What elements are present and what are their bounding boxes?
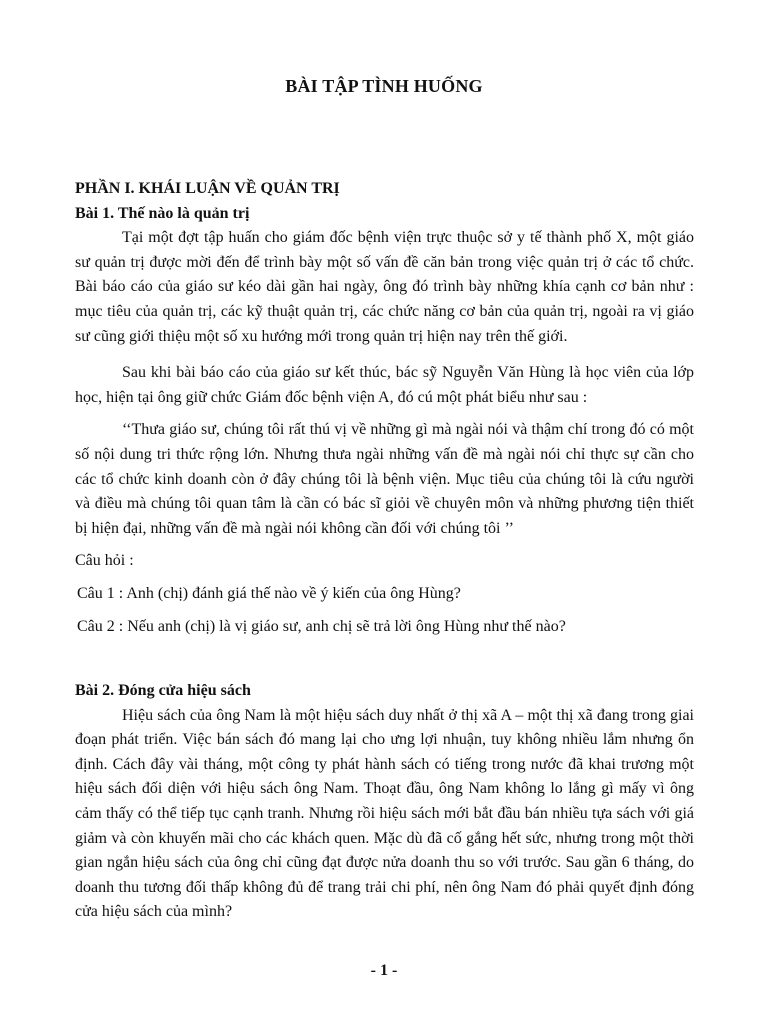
document-title: BÀI TẬP TÌNH HUỐNG [285,76,483,96]
exercise-2-heading: Bài 2. Đóng cửa hiệu sách [75,682,251,700]
exercise-1-quote: ‘‘Thưa giáo sư, chúng tôi rất thú vị về những gì mà ngài nói và thậm chí trong đó có một số nội dung tri thức rộng lớn. Nhưng thưa ngài những vấn đề mà ngài nói chỉ thực sự cần cho các tổ chức kinh doanh còn ở đây chúng tôi là bệnh viện. Mục tiêu của chúng tôi là cứu người và điều mà chúng tôi quan tâm là cần có bác sĩ giỏi về chuyên môn và những phương tiện thiết bị hiện đại, những vấn đề mà ngài nói không cần đối với chúng tôi ’’ [75,421,694,537]
exercise-2-paragraph: Hiệu sách của ông Nam là một hiệu sách duy nhất ở thị xã A – một thị xã đang trong giai đoạn phát triển. Việc bán sách đó mang lại cho ưng lợi nhuận, tuy không nhiều lắm nhưng ổn định. Cách đây vài tháng, một công ty phát hành sách có tiếng trong nước đã khai trương một hiệu sách đối diện với hiệu sách ông Nam. Thoạt đầu, ông Nam không lo lắng gì mấy vì ông cảm thấy có thể tiếp tục cạnh tranh. Nhưng rồi hiệu sách mới bắt đầu bán nhiều tựa sách với giá giảm và còn khuyến mãi cho các khách quen. Mặc dù đã cố gắng hết sức, nhưng trong một thời gian ngắn hiệu sách của ông chỉ cũng đạt được nửa doanh thu so với trước. Sau gần 6 tháng, do doanh thu tương đối thấp không đủ để trang trải chi phí, nên ông Nam đó phải quyết định đóng cửa hiệu sách của mình? [75,706,694,921]
part-heading: PHẦN I. KHÁI LUẬN VỀ QUẢN TRỊ [75,180,340,197]
question-2: Câu 2 : Nếu anh (chị) là vị giáo sư, anh chị sẽ trả lời ông Hùng như thế nào? [77,617,566,635]
question-1: Câu 1 : Anh (chị) đánh giá thế nào về ý kiến của ông Hùng? [77,584,461,602]
exercise-1-paragraph-2: Sau khi bài báo cáo của giáo sư kết thúc, bác sỹ Nguyễn Văn Hùng là học viên của lớp học, hiện tại ông giữ chức Giám đốc bệnh viện A, đó cú một phát biểu như sau : [75,364,694,406]
exercise-2 [75,679,694,925]
page-number: - 1 - [370,962,398,979]
exercise-1-heading: Bài 1. Thế nào là quản trị [75,204,250,222]
exercise-1 [75,202,694,640]
document-body [75,177,694,925]
exercise-1-paragraph-1: Tại một đợt tập huấn cho giám đốc bệnh viện trực thuộc sở y tế thành phố X, một giáo sư quản trị được mời đến để trình bày một số vấn đề căn bản trong việc quản trị ở các tổ chức. Bài báo cáo của giáo sư kéo dài gần hai ngày, ông đó trình bày những khía cạnh cơ bản như : mục tiêu của quản trị, các kỹ thuật quản trị, các chức năng cơ bản của quản trị, ngoài ra vị giáo sư cũng giới thiệu một số xu hướng mới trong quản trị hiện nay trên thế giới. [75,229,694,345]
questions-label: Câu hỏi : [75,552,134,570]
